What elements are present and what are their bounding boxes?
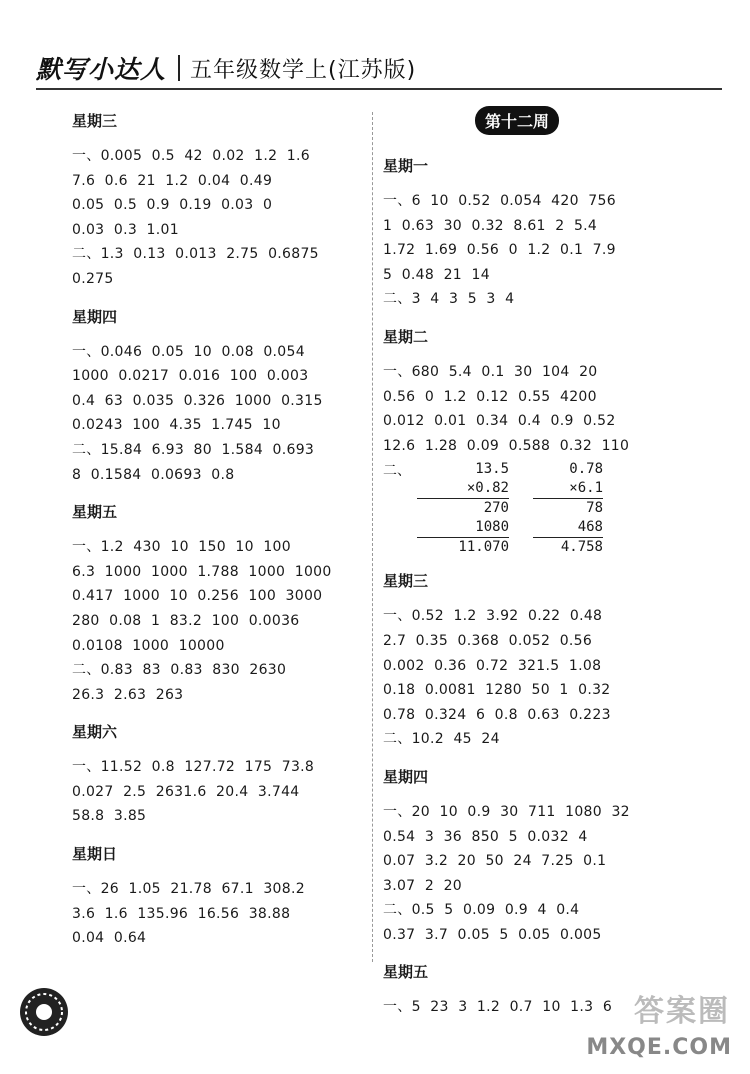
calc-row: 11.070 — [458, 539, 509, 556]
answer-line: 一、0.046 0.05 10 0.08 0.054 — [72, 343, 305, 360]
watermark-url: MXQE.COM — [586, 1035, 732, 1060]
vertical-calculations — [383, 460, 713, 556]
answer-line: 8 0.1584 0.0693 0.8 — [72, 466, 235, 483]
answer-line: 58.8 3.85 — [72, 808, 147, 825]
answer-line: 5 0.48 21 14 — [383, 266, 490, 283]
answer-line: 0.07 3.2 20 50 24 7.25 0.1 — [383, 853, 607, 870]
answer-line: 0.275 — [72, 270, 114, 287]
answer-line: 0.04 0.64 — [72, 930, 147, 947]
section-thu-right — [383, 766, 713, 948]
answer-line: 0.54 3 36 850 5 0.032 4 — [383, 828, 588, 845]
answer-line: 3.6 1.6 135.96 16.56 38.88 — [72, 905, 291, 922]
section-tue — [383, 326, 713, 556]
calc-row: 1080 — [417, 518, 509, 538]
answer-line: 280 0.08 1 83.2 100 0.0036 — [72, 612, 300, 629]
calc-13-5-times-0-82 — [417, 460, 509, 557]
day-title: 星期四 — [383, 767, 429, 786]
answer-line: 一、0.005 0.5 42 0.02 1.2 1.6 — [72, 148, 310, 164]
header-rule — [36, 88, 722, 90]
calc-row: 0.78 — [569, 461, 603, 478]
page-header — [36, 48, 416, 88]
answer-line: 二、0.5 5 0.09 0.9 4 0.4 — [383, 902, 580, 919]
week-badge: 第十二周 — [475, 106, 559, 135]
answer-line: 二、10.2 45 24 — [383, 731, 500, 748]
section-wed — [72, 110, 372, 292]
part-label: 二、 — [383, 463, 411, 480]
answer-line: 0.0108 1000 10000 — [72, 637, 225, 654]
day-title: 星期三 — [383, 572, 429, 591]
answer-line: 0.417 1000 10 0.256 100 3000 — [72, 588, 323, 605]
calc-row: 468 — [533, 518, 603, 538]
header-divider — [178, 55, 180, 81]
answer-line: 二、0.83 83 0.83 830 2630 — [72, 662, 287, 679]
day-title: 星期二 — [383, 327, 429, 346]
section-sat — [72, 721, 372, 829]
calc-row: ×0.82 — [417, 479, 509, 499]
section-wed-right — [383, 570, 713, 752]
answer-line: 0.0243 100 4.35 1.745 10 — [72, 417, 281, 434]
answer-line: 12.6 1.28 0.09 0.588 0.32 110 — [383, 437, 630, 454]
answer-line: 一、5 23 3 1.2 0.7 10 1.3 6 — [383, 999, 613, 1016]
calc-row: 13.5 — [475, 461, 509, 478]
calc-row: 270 — [483, 500, 509, 517]
section-sun — [72, 843, 372, 951]
answer-line: 一、680 5.4 0.1 30 104 20 — [383, 363, 598, 380]
answer-line: 二、3 4 3 5 3 4 — [383, 291, 515, 308]
answer-line: 二、1.3 0.13 0.013 2.75 0.6875 — [72, 246, 319, 263]
answer-line: 二、15.84 6.93 80 1.584 0.693 — [72, 441, 315, 458]
answer-line: 0.03 0.3 1.01 — [72, 221, 179, 238]
answer-line: 0.05 0.5 0.9 0.19 0.03 0 — [72, 197, 273, 214]
day-title: 星期五 — [383, 963, 429, 982]
answer-line: 0.027 2.5 2631.6 20.4 3.744 — [72, 783, 300, 800]
answer-line: 一、11.52 0.8 127.72 175 73.8 — [72, 759, 315, 776]
answer-line: 一、20 10 0.9 30 711 1080 32 — [383, 803, 630, 820]
answer-line: 0.4 63 0.035 0.326 1000 0.315 — [72, 392, 323, 409]
day-title: 星期六 — [72, 723, 118, 742]
answer-line: 一、26 1.05 21.78 67.1 308.2 — [72, 881, 305, 898]
book-title: 五年级数学上(江苏版) — [190, 57, 417, 83]
section-mon — [383, 155, 713, 312]
left-column — [72, 96, 372, 951]
answer-line: 0.002 0.36 0.72 321.5 1.08 — [383, 657, 602, 674]
right-column — [383, 96, 713, 1020]
calc-row: 4.758 — [560, 539, 603, 556]
answer-line: 1.72 1.69 0.56 0 1.2 0.1 7.9 — [383, 242, 616, 259]
answer-line: 0.56 0 1.2 0.12 0.55 4200 — [383, 388, 597, 405]
section-fri — [72, 501, 372, 707]
watermark-logo: 答案圈 — [634, 994, 730, 1029]
brand-logo: 默写小达人 — [36, 55, 167, 84]
day-title: 星期日 — [72, 845, 118, 864]
corner-ornament-icon — [14, 984, 74, 1038]
calc-row: ×6.1 — [533, 479, 603, 499]
column-divider — [372, 112, 373, 962]
answer-line: 0.78 0.324 6 0.8 0.63 0.223 — [383, 706, 611, 723]
answer-line: 7.6 0.6 21 1.2 0.04 0.49 — [72, 172, 273, 189]
calc-0-78-times-6-1 — [533, 460, 603, 557]
calc-row: 78 — [586, 500, 603, 517]
day-title: 星期四 — [72, 307, 118, 326]
answer-line: 6.3 1000 1000 1.788 1000 1000 — [72, 563, 332, 580]
answer-line: 一、1.2 430 10 150 10 100 — [72, 539, 291, 556]
answer-line: 一、0.52 1.2 3.92 0.22 0.48 — [383, 608, 603, 625]
day-title: 星期五 — [72, 503, 118, 522]
answer-line: 3.07 2 20 — [383, 877, 462, 894]
answer-line: 2.7 0.35 0.368 0.052 0.56 — [383, 632, 593, 649]
answer-line: 0.18 0.0081 1280 50 1 0.32 — [383, 682, 611, 699]
answer-line: 1 0.63 30 0.32 8.61 2 5.4 — [383, 217, 598, 234]
answer-line: 26.3 2.63 263 — [72, 686, 184, 703]
answer-line: 0.012 0.01 0.34 0.4 0.9 0.52 — [383, 413, 616, 430]
day-title: 星期三 — [72, 112, 118, 130]
answer-line: 1000 0.0217 0.016 100 0.003 — [72, 368, 309, 385]
answer-line: 一、6 10 0.52 0.054 420 756 — [383, 193, 616, 209]
answer-line: 0.37 3.7 0.05 5 0.05 0.005 — [383, 926, 602, 943]
section-thu — [72, 306, 372, 488]
day-title: 星期一 — [383, 157, 429, 175]
